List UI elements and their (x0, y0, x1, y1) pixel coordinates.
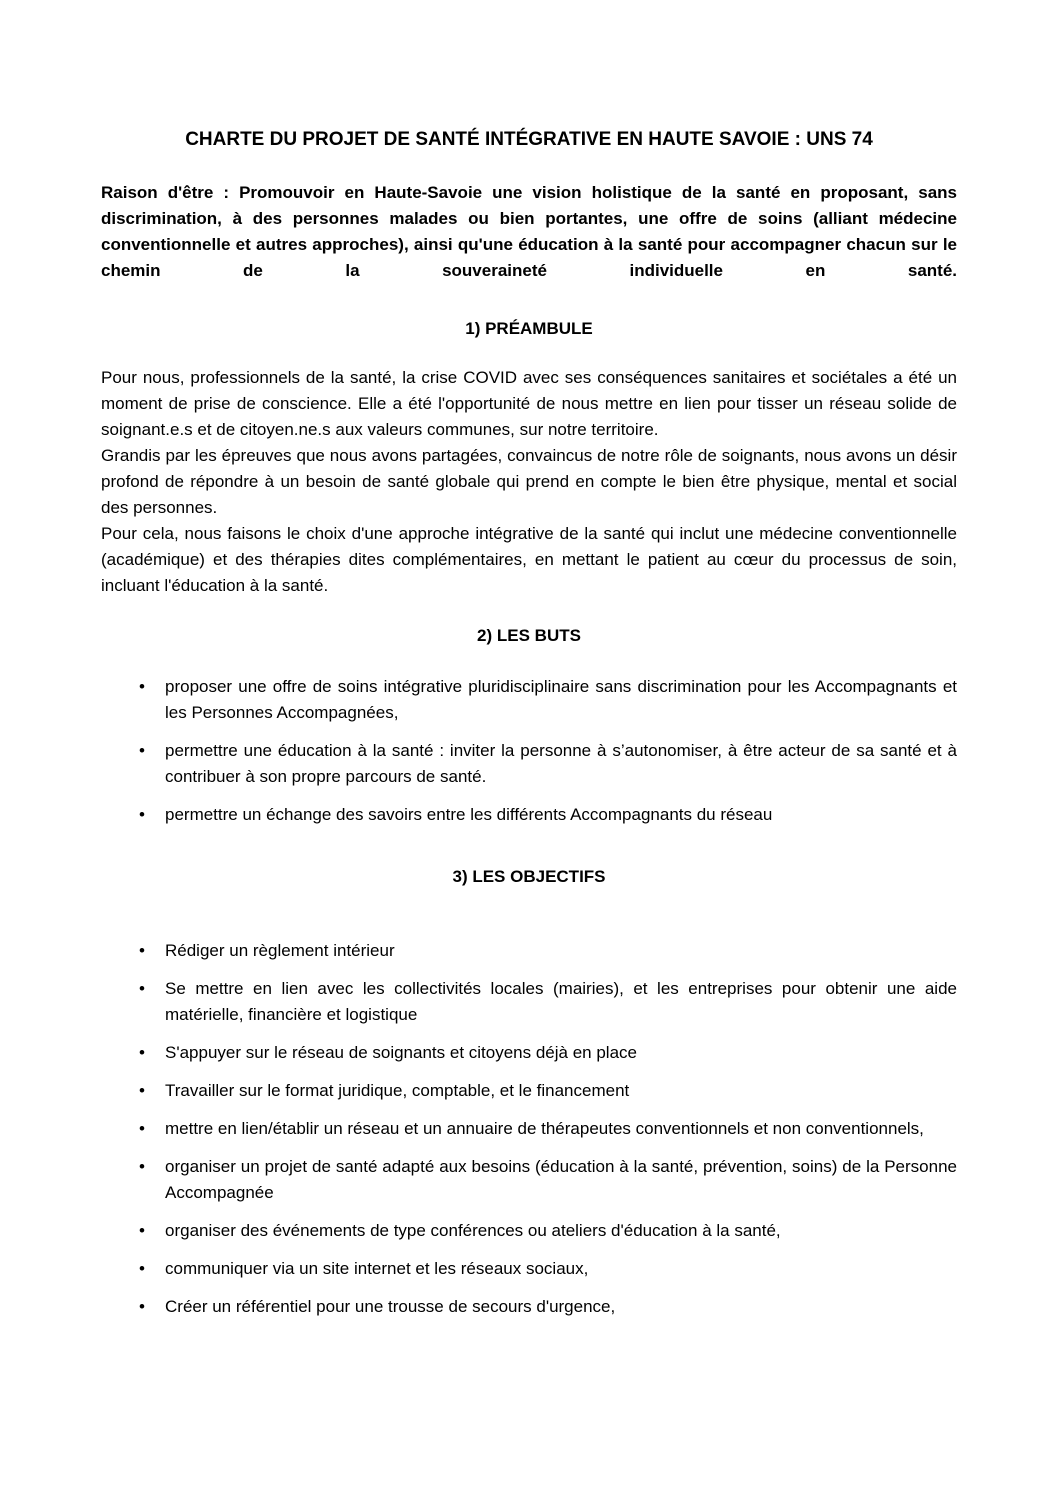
list-item-text: mettre en lien/établir un réseau et un annuaire de thérapeutes conventionnels et non conventionnels, (165, 1119, 924, 1138)
list-item-text: organiser des événements de type conférences ou ateliers d'éducation à la santé, (165, 1221, 781, 1240)
bullet-icon: • (139, 805, 145, 824)
list-item-text: permettre un échange des savoirs entre les différents Accompagnants du réseau (165, 805, 773, 824)
heading-objectifs: 3) LES OBJECTIFS (452, 867, 606, 886)
list-item-text: Créer un référentiel pour une trousse de secours d'urgence, (165, 1297, 616, 1316)
list-item-text: S'appuyer sur le réseau de soignants et citoyens déjà en place (165, 1043, 637, 1062)
bullet-icon: • (139, 1157, 145, 1176)
preambule-body (101, 365, 957, 599)
bullet-icon: • (139, 941, 145, 960)
list-item (101, 738, 957, 790)
list-item-text: Se mettre en lien avec les collectivités locales (mairies), et les entreprises pour obtenir une aide matérielle, financière et logistique (165, 979, 957, 1024)
list-item (101, 1040, 957, 1066)
list-item-text: communiquer via un site internet et les réseaux sociaux, (165, 1259, 589, 1278)
bullet-icon: • (139, 1221, 145, 1240)
buts-list (101, 674, 957, 828)
list-item (101, 1256, 957, 1282)
heading-preambule: 1) PRÉAMBULE (465, 319, 593, 338)
list-item (101, 976, 957, 1028)
list-item (101, 802, 957, 828)
list-item-text: organiser un projet de santé adapté aux besoins (éducation à la santé, prévention, soins) de la Personne Accompagnée (165, 1157, 957, 1202)
list-item-text: permettre une éducation à la santé : inviter la personne à s’autonomiser, à être acteur de sa santé et à contribuer à son propre parcours de santé. (165, 741, 957, 786)
raison-d-etre: Raison d'être : Promouvoir en Haute-Savoie une vision holistique de la santé en proposant, sans discrimination, à des personnes malades ou bien portantes, une offre de soins (alliant médecine conventionnelle et autres approches), ainsi qu'une éducation à la santé pour accompagner chacun sur le chemin de la souveraineté individuelle en santé. (101, 183, 957, 280)
preambule-paragraph: Pour nous, professionnels de la santé, la crise COVID avec ses conséquences sanitaires et sociétales a été un moment de prise de conscience. Elle a été l'opportunité de nous mettre en lien pour tisser un réseau solide de soignant.e.s et de citoyen.ne.s aux valeurs communes, sur notre territoire. (101, 368, 957, 439)
list-item-text: Travailler sur le format juridique, comptable, et le financement (165, 1081, 630, 1100)
list-item (101, 1218, 957, 1244)
document-page (101, 127, 957, 1332)
list-item (101, 1294, 957, 1320)
list-item (101, 938, 957, 964)
list-item (101, 1078, 957, 1104)
bullet-icon: • (139, 1297, 145, 1316)
list-item-text: Rédiger un règlement intérieur (165, 941, 395, 960)
heading-buts: 2) LES BUTS (477, 626, 581, 645)
preambule-paragraph: Grandis par les épreuves que nous avons partagées, convaincus de notre rôle de soignants, nous avons un désir profond de répondre à un besoin de santé globale qui prend en compte le bien être physique, mental et social des personnes. (101, 446, 957, 517)
bullet-icon: • (139, 1119, 145, 1138)
bullet-icon: • (139, 1043, 145, 1062)
bullet-icon: • (139, 1259, 145, 1278)
bullet-icon: • (139, 677, 145, 696)
objectifs-list (101, 938, 957, 1320)
bullet-icon: • (139, 1081, 145, 1100)
list-item (101, 1116, 957, 1142)
bullet-icon: • (139, 741, 145, 760)
bullet-icon: • (139, 979, 145, 998)
document-title: CHARTE DU PROJET DE SANTÉ INTÉGRATIVE EN HAUTE SAVOIE : UNS 74 (185, 129, 873, 150)
list-item (101, 674, 957, 726)
list-item (101, 1154, 957, 1206)
list-item-text: proposer une offre de soins intégrative pluridisciplinaire sans discrimination pour les Accompagnants et les Personnes Accompagnées, (165, 677, 957, 722)
preambule-paragraph: Pour cela, nous faisons le choix d'une approche intégrative de la santé qui inclut une médecine conventionnelle (académique) et des thérapies dites complémentaires, en mettant le patient au cœur du processus de soin, incluant l'éducation à la santé. (101, 524, 957, 595)
